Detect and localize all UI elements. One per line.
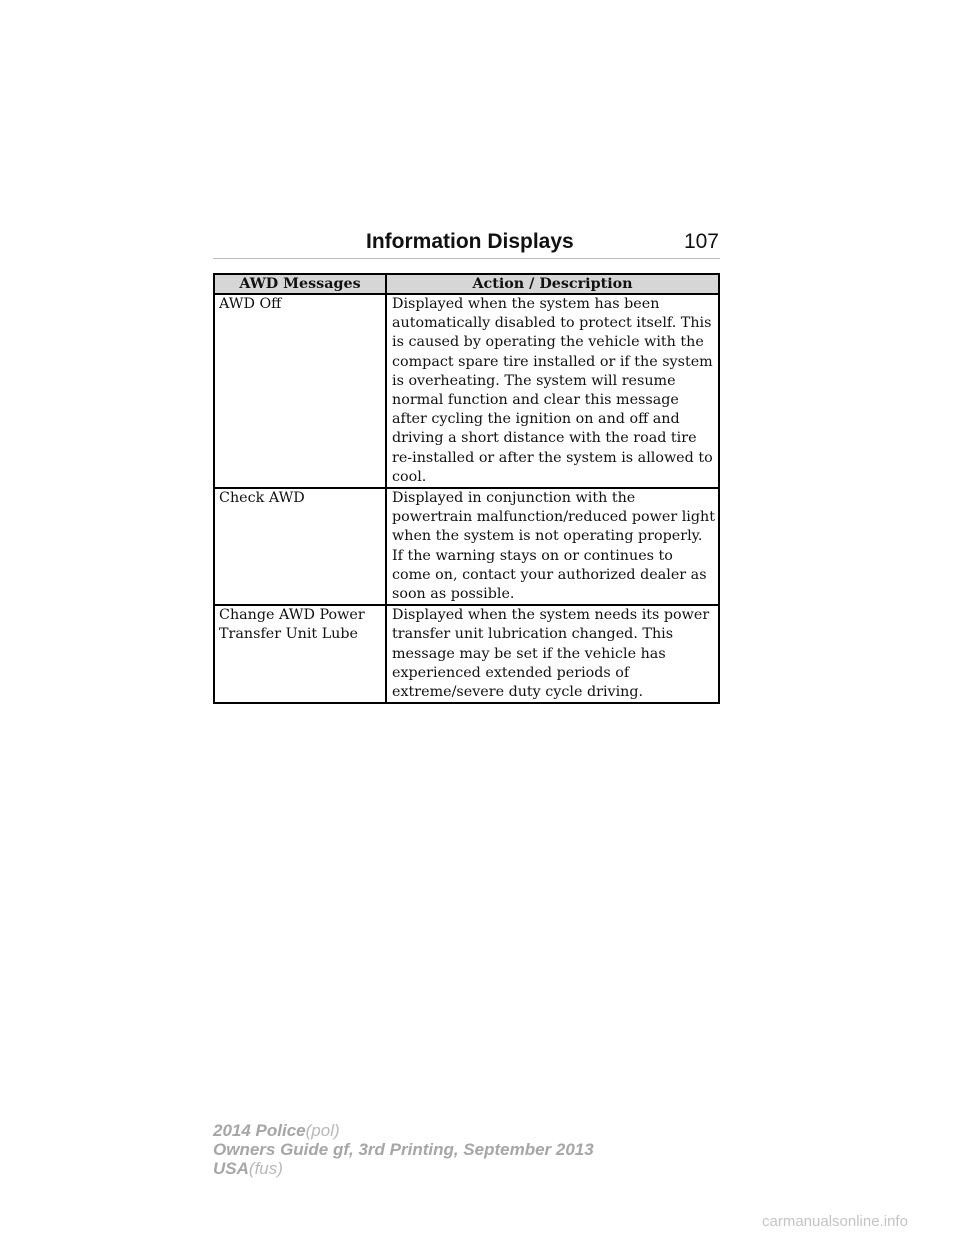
column-header-description: Action / Description: [386, 274, 719, 294]
footer-region-code: (fus): [248, 1159, 283, 1178]
table-row: [214, 605, 719, 703]
message-cell: Change AWD Power Transfer Unit Lube: [214, 605, 386, 703]
column-header-messages: AWD Messages: [214, 274, 386, 294]
description-cell: Displayed in conjunction with the powertrain malfunction/reduced power light when the system is not operating properly. If the warning stays on or continues to come on, contact your authorized dealer as soon as possible.: [386, 488, 719, 605]
awd-messages-table: [213, 273, 720, 704]
footer-region: USA: [213, 1159, 249, 1178]
footer-line-1: [213, 1121, 594, 1140]
footer-line-3: [213, 1159, 594, 1178]
footer-model: 2014 Police: [213, 1121, 306, 1140]
table-row: [214, 294, 719, 488]
table-header-row: [214, 274, 719, 294]
watermark: carmanualsonline.info: [762, 1213, 908, 1230]
message-cell: Check AWD: [214, 488, 386, 605]
section-title: Information Displays: [366, 230, 574, 253]
message-cell: AWD Off: [214, 294, 386, 488]
page-number: 107: [683, 230, 719, 253]
page-header: [213, 228, 720, 259]
document-footer: [213, 1121, 594, 1178]
footer-edition: Owners Guide gf, 3rd Printing, September 2013: [213, 1140, 594, 1159]
footer-model-code: (pol): [305, 1121, 340, 1140]
table-row: [214, 488, 719, 605]
description-cell: Displayed when the system has been automatically disabled to protect itself. This is caused by operating the vehicle with the compact spare tire installed or if the system is overheating. The system will resume normal function and clear this message after cycling the ignition on and off and driving a short distance with the road tire re-installed or after the system is allowed to cool.: [386, 294, 719, 488]
footer-line-2: [213, 1140, 594, 1159]
description-cell: Displayed when the system needs its power transfer unit lubrication changed. This message may be set if the vehicle has experienced extended periods of extreme/severe duty cycle driving.: [386, 605, 719, 703]
